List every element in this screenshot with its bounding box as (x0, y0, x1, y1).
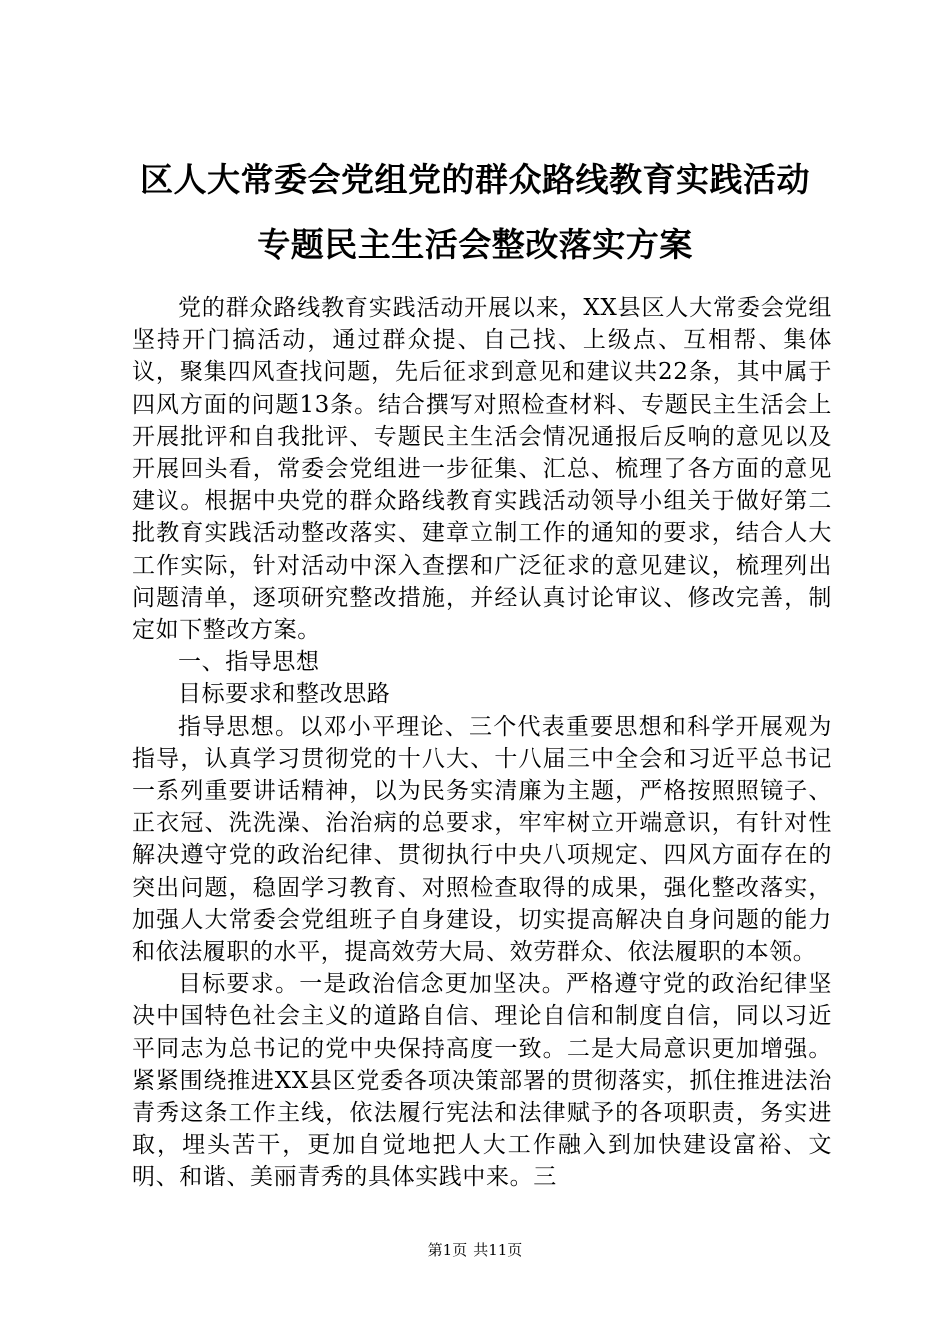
section-heading: 一、指导思想 (178, 649, 320, 676)
guiding-ideology-paragraph: 指导思想。以邓小平理论、三个代表重要思想和科学开展观为指导，认真学习贯彻党的十八大、十八届三中全会和习近平总书记一系列重要讲话精神，以为民务实清廉为主题，严格按照照镜子、正衣冠、洗洗澡、治治病的总要求，牢牢树立开端意识，有针对性解决遵守党的政治纪律、贯彻执行中央八项规定、四风方面存在的突出问题，稳固学习教育、对照检查取得的成果，强化整改落实，加强人大常委会党组班子自身建设，切实提高解决自身问题的能力和依法履职的水平，提高效劳大局、效劳群众、依法履职的本领。 (132, 713, 832, 966)
objectives-paragraph: 目标要求。一是政治信念更加坚决。严格遵守党的政治纪律坚决中国特色社会主义的道路自信、理论自信和制度自信，同以习近平同志为总书记的党中央保持高度一致。二是大局意识更加增强。紧紧围绕推进XX县区党委各项决策部署的贯彻落实，抓住推进法治青秀这条工作主线，依法履行宪法和法律赋予的各项职责，务实进取，埋头苦干，更加自觉地把人大工作融入到加快建设富裕、文明、和谐、美丽青秀的具体实践中来。三 (132, 971, 832, 1191)
page-footer (0, 1240, 950, 1260)
title-line-1: 区人大常委会党组党的群众路线教育实践活动 (140, 160, 810, 199)
page-number: 第1页 (427, 1241, 468, 1259)
title-line-2: 专题民主生活会整改落实方案 (257, 225, 693, 264)
document-title (100, 160, 850, 265)
intro-paragraph: 党的群众路线教育实践活动开展以来，XX县区人大常委会党组坚持开门搞活动，通过群众提、自己找、上级点、互相帮、集体议，聚集四风查找问题，先后征求到意见和建议共22条，其中属于四风方面的问题13条。结合撰写对照检查材料、专题民主生活会上开展批评和自我批评、专题民主生活会情况通报后反响的意见以及开展回头看，常委会党组进一步征集、汇总、梳理了各方面的意见建议。根据中央党的群众路线教育实践活动领导小组关于做好第二批教育实践活动整改落实、建章立制工作的通知的要求，结合人大工作实际，针对活动中深入查摆和广泛征求的意见建议，梳理列出问题清单，逐项研究整改措施，并经认真讨论审议、修改完善，制定如下整改方案。 (132, 295, 832, 644)
subsection-heading: 目标要求和整改思路 (178, 681, 391, 708)
page-total: 共11页 (473, 1241, 523, 1259)
document-body (132, 292, 832, 1194)
